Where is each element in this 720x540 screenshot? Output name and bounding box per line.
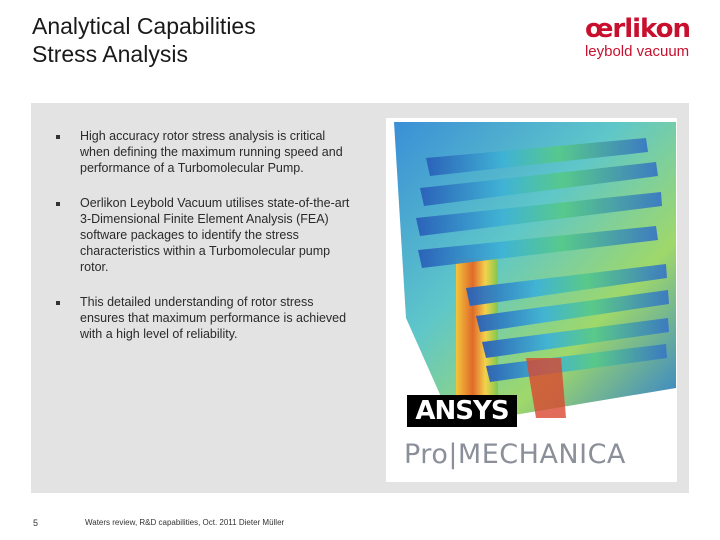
bullet-text: Oerlikon Leybold Vacuum utilises state-of-the-art 3-Dimensional Finite Element Analysis (FEA) software packages to identify the stress characteristics within a Turbomolecular pump rotor. [80, 196, 350, 274]
title-line-2: Stress Analysis [32, 41, 188, 67]
bullet-list [54, 129, 354, 343]
title-line-1: Analytical Capabilities [32, 13, 256, 39]
oerlikon-logo [585, 16, 690, 60]
bullet-square-icon [56, 301, 60, 305]
logo-subtitle: leybold vacuum [584, 43, 690, 60]
bullet-item [54, 129, 354, 176]
bullet-text: This detailed understanding of rotor stress ensures that maximum performance is achieved with a high level of reliability. [80, 295, 347, 341]
footer-text: Waters review, R&D capabilities, Oct. 2011 Dieter Müller [85, 518, 285, 527]
promechanica-logo-text: Pro|MECHANICA [404, 439, 626, 470]
page-number: 5 [33, 518, 39, 528]
bullet-square-icon [56, 202, 60, 206]
fea-rotor-stress-image [386, 118, 677, 482]
rotor-hub-shape [456, 258, 498, 408]
promechanica-logo [394, 433, 674, 479]
bullet-item [54, 295, 354, 342]
logo-brand-text: œrlikon [584, 14, 690, 44]
bullet-item [54, 196, 354, 275]
ansys-logo: ANSYS [407, 395, 517, 427]
bullet-text: High accuracy rotor stress analysis is critical when defining the maximum running speed and performance of a Turbomolecular Pump. [80, 129, 343, 175]
bullet-square-icon [56, 135, 60, 139]
slide-title [32, 12, 256, 68]
